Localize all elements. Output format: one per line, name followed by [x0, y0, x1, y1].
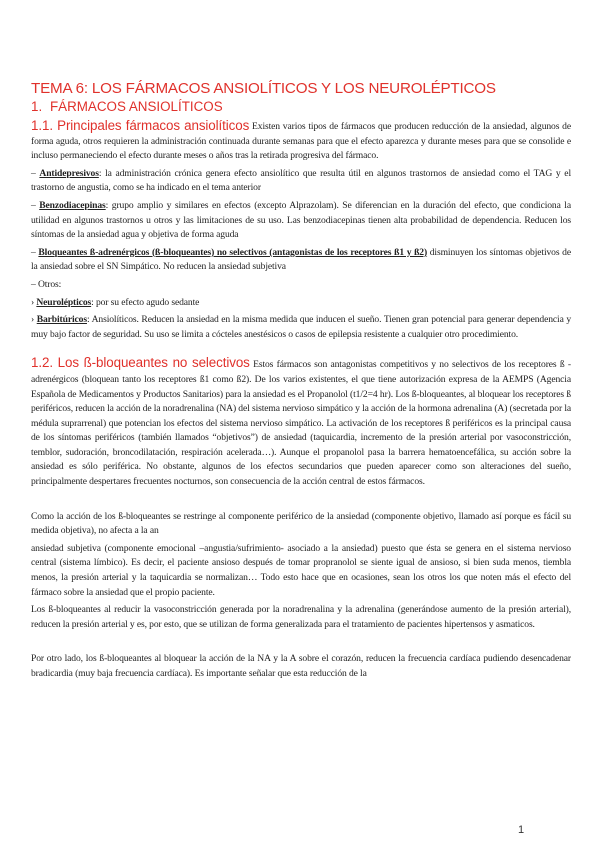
- term-beta-bloqueantes: Bloqueantes ß-adrenérgicos (ß-bloqueantes) no selectivos (antagonistas de los receptores ß1 y ß2): [38, 246, 428, 258]
- paragraph-text: Estos fármacos son antagonistas competitivos y no selectivos de los receptores ß - adrenérgicos (bloquean tanto los receptores ß1 como ß2). De los varios existentes, el que tiene autorización expresa de la AEMPS (Agencia Española de Medicamentos y Productos Sanitarios) para la ansiedad es el Propanolol (t1/2=4 hr). Los ß-bloqueantes, al bloquear los receptores ß periféricos, reducen la acción de la noradrenalina (NA) del sistema nervioso simpático y la acción de la hormona adrenalina (A) (secretada por la médula suprarrenal) que potencian los efectos del sistema nervioso simpático. La activación de los receptores ß periféricos es la principal causa de los síntomas periféricos (también llamados “objetivos”) de ansiedad (taquicardia, incremento de la presión arterial por vasoconstricción, temblor, sudoración, broncodilatación, respiración acelerada…). Aunque el propanolol pasa la barrera hematoencefálica, su acción sobre la ansiedad es sólo periférica. No obstante, algunos de los efectos secundarios que pueden aparecer como son alteraciones del sueño, principalmente despertares frecuentes nocturnos, son consecuencia de la acción central de estos fármacos.: [31, 359, 571, 488]
- term-description: disminuyen los síntomas objetivos de la ansiedad sobre el SN Simpático. No reducen la ansiedad subjetiva: [31, 246, 571, 273]
- list-item-antidepresivos: [31, 167, 571, 196]
- page-number: 1: [518, 824, 525, 836]
- list-item-beta-bloqueantes: [31, 246, 571, 275]
- chevron-bullet: ›: [31, 296, 37, 308]
- term-description: : grupo amplio y similares en efectos (excepto Alprazolam). Se diferencian en la duración del efecto, que condiciona la utilidad en algunos trastornos u otros y las limitaciones de su uso. Las benzodiacepinas tienen alta probabilidad de dependencia. Reducen los síntomas de la ansiedad agua y objetiva de forma aguda: [31, 199, 571, 241]
- page-title: TEMA 6: LOS FÁRMACOS ANSIOLÍTICOS Y LOS NEUROLÉPTICOS: [31, 80, 496, 97]
- sublist-item-barbituricos: [31, 313, 571, 342]
- list-item-benzodiacepinas: [31, 199, 571, 243]
- subsection-1-2-paragraph: [31, 356, 571, 489]
- dash-bullet: –: [31, 199, 40, 211]
- term-antidepresivos: Antidepresivos: [39, 167, 99, 179]
- dash-bullet: –: [31, 167, 40, 179]
- subsection-1-1-paragraph: [31, 118, 571, 164]
- sublist-item-neurolepticos: [31, 296, 571, 311]
- term-description: : la administración crónica genera efecto ansiolítico que resulta útil en algunos trastornos de ansiedad como el TAG y el trastorno de angustia, como se ha indicado en el tema anterior: [31, 167, 571, 194]
- section-heading: [31, 99, 571, 115]
- list-item-otros: – Otros:: [31, 278, 62, 290]
- term-barbituricos: Barbitúricos: [36, 314, 87, 326]
- paragraph-componente-periferico: Como la acción de los ß-bloqueantes se restringe al componente periférico de la ansiedad (componente objetivo, llamado así porque es fácil su medida objetiva), no afecta a la an: [31, 510, 571, 537]
- section-label: FÁRMACOS ANSIOLÍTICOS: [50, 99, 223, 114]
- page-content: [31, 80, 571, 682]
- chevron-bullet: ›: [31, 314, 37, 326]
- term-description: : por su efecto agudo sedante: [91, 296, 200, 308]
- subsection-heading: 1.2. Los ß-bloqueantes no selectivos: [31, 355, 250, 371]
- term-description: : Ansiolíticos. Reducen la ansiedad en la misma medida que inducen el sueño. Tienen gran potencial para generar dependencia y muy bajo factor de seguridad. Su uso se limita a cócteles anestésicos o casos de epilepsia resistente a cualquier otro procedimiento.: [31, 314, 571, 340]
- section-number: 1.: [31, 99, 43, 114]
- dash-bullet: –: [31, 246, 39, 258]
- subsection-heading: 1.1. Principales fármacos ansiolíticos: [31, 117, 250, 133]
- paragraph-hipertensos: Los ß-bloqueantes al reducir la vasoconstricción generada por la noradrenalina y la adrenalina (generándose aumento de la presión arterial), reducen la presión arterial y es, por esto, que se utilizan de forma generalizada para el tratamiento de pacientes hipertensos y asmaticos.: [31, 604, 571, 630]
- paragraph-frecuencia-cardiaca: Por otro lado, los ß-bloqueantes al bloquear la acción de la NA y la A sobre el corazón, reducen la frecuencia cardíaca pudiendo desencadenar bradicardia (muy baja frecuencia cardíaca). Es importante señalar que esta reducción de la: [31, 653, 571, 679]
- term-neurolepticos: Neurolépticos: [36, 296, 92, 308]
- paragraph-text: Existen varios tipos de fármacos que producen reducción de la ansiedad, algunos de forma aguda, otros requieren la administración continuada durante semanas para que el efecto aparezca y durante meses para que se consolide e incluso permaneciendo el efecto durante meses o años tras la retirada progresiva del fármaco.: [31, 121, 571, 162]
- term-benzodiacepinas: Benzodiacepinas: [39, 199, 106, 211]
- paragraph-ansiedad-subjetiva: ansiedad subjetiva (componente emocional –angustia/sufrimiento- asociado a la ansiedad) puesto que ésta se genera en el sistema nervioso central (sistema límbico). Es decir, el paciente ansioso después de tomar propranolol se siente igual de ansioso, si bien suda menos, tiembla menos, la presión arterial y la taquicardia se normalizan… Todo esto hace que en ocasiones, sean los otros los que noten más el efecto del fármaco sobre la ansiedad que el propio paciente.: [31, 542, 571, 598]
